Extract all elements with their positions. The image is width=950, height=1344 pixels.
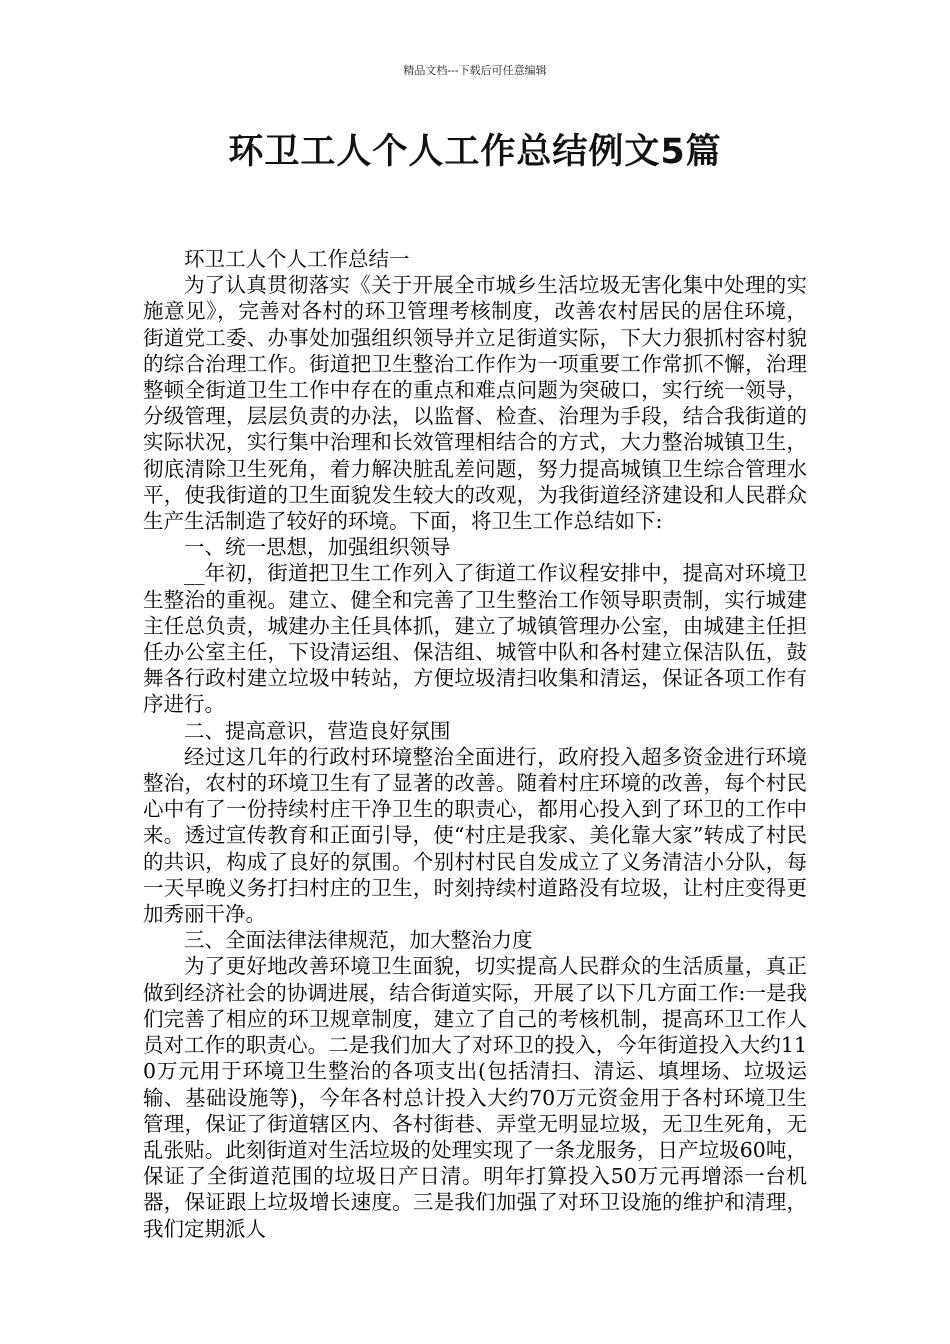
body-heading: 环卫工人个人工作总结一 [184, 247, 410, 271]
section-heading: 二、提高意识，营造良好氛围 [184, 718, 451, 743]
body-paragraph: __年初，街道把卫生工作列入了街道工作议程安排中，提高对环境卫生整治的重视。建立、健全和完善了卫生整治工作领导职责制，实行城建主任总负责，城建办主任具体抓，建立了城镇管理办公室，由城建主任担任办公室主任，下设清运组、保洁组、城管中队和各村建立保洁队伍，鼓舞各行政村建立垃圾中转站，方便垃圾清扫收集和清运，保证各项工作有序进行。 [143, 561, 807, 717]
body-paragraph: 为了认真贯彻落实《关于开展全市城乡生活垃圾无害化集中处理的实施意见》，完善对各村的环卫管理考核制度，改善农村居民的居住环境，街道党工委、办事处加强组织领导并立足街道实际，下大力狠抓村容村貌的综合治理工作。街道把卫生整治工作作为一项重要工作常抓不懈，治理整顿全街道卫生工作中存在的重点和难点问题为突破口，实行统一领导，分级管理，层层负责的办法，以监督、检查、治理为手段，结合我街道的实际状况，实行集中治理和长效管理相结合的方式，大力整治城镇卫生，彻底清除卫生死角，着力解决脏乱差问题，努力提高城镇卫生综合管理水平，使我街道的卫生面貌发生较大的改观，为我街道经济建设和人民群众生产生活制造了较好的环境。下面，将卫生工作总结如下: [143, 273, 807, 534]
section-heading: 三、全面法律法律规范，加大整治力度 [184, 928, 533, 953]
body-paragraph: 为了更好地改善环境卫生面貌，切实提高人民群众的生活质量，真正做到经济社会的协调进展，结合街道实际，开展了以下几方面工作:一是我们完善了相应的环卫规章制度，建立了自己的考核机制，提高环卫工作人员对工作的职责心。二是我们加大了对环卫的投入，今年街道投入大约110万元用于环境卫生整治的各项支出(包括清扫、清运、填埋场、垃圾运输、基础设施等)，今年各村总计投入大约70万元资金用于各村环境卫生管理，保证了街道辖区内、各村街巷、弄堂无明显垃圾，无卫生死角，无乱张贴。此刻街道对生活垃圾的处理实现了一条龙服务，日产垃圾60吨，保证了全街道范围的垃圾日产日清。明年打算投入50万元再增添一台机器，保证跟上垃圾增长速度。三是我们加强了对环卫设施的维护和清理，我们定期派人 [143, 954, 807, 1241]
document-title: 环卫工人个人工作总结例文5篇 [228, 132, 722, 172]
body-paragraph: 经过这几年的行政村环境整治全面进行，政府投入超多资金进行环境整治，农村的环境卫生有了显著的改善。随着村庄环境的改善，每个村民心中有了一份持续村庄干净卫生的职责心，都用心投入到了环卫的工作中来。透过宣传教育和正面引导，使“村庄是我家、美化靠大家”转成了村民的共识，构成了良好的氛围。个别村村民自发成立了义务清洁小分队，每一天早晚义务打扫村庄的卫生，时刻持续村道路没有垃圾，让村庄变得更加秀丽干净。 [143, 744, 807, 927]
header-note: 精品文档---下载后可任意编辑 [403, 64, 547, 77]
section-heading: 一、统一思想，加强组织领导 [184, 535, 451, 560]
document-body [143, 246, 807, 1242]
